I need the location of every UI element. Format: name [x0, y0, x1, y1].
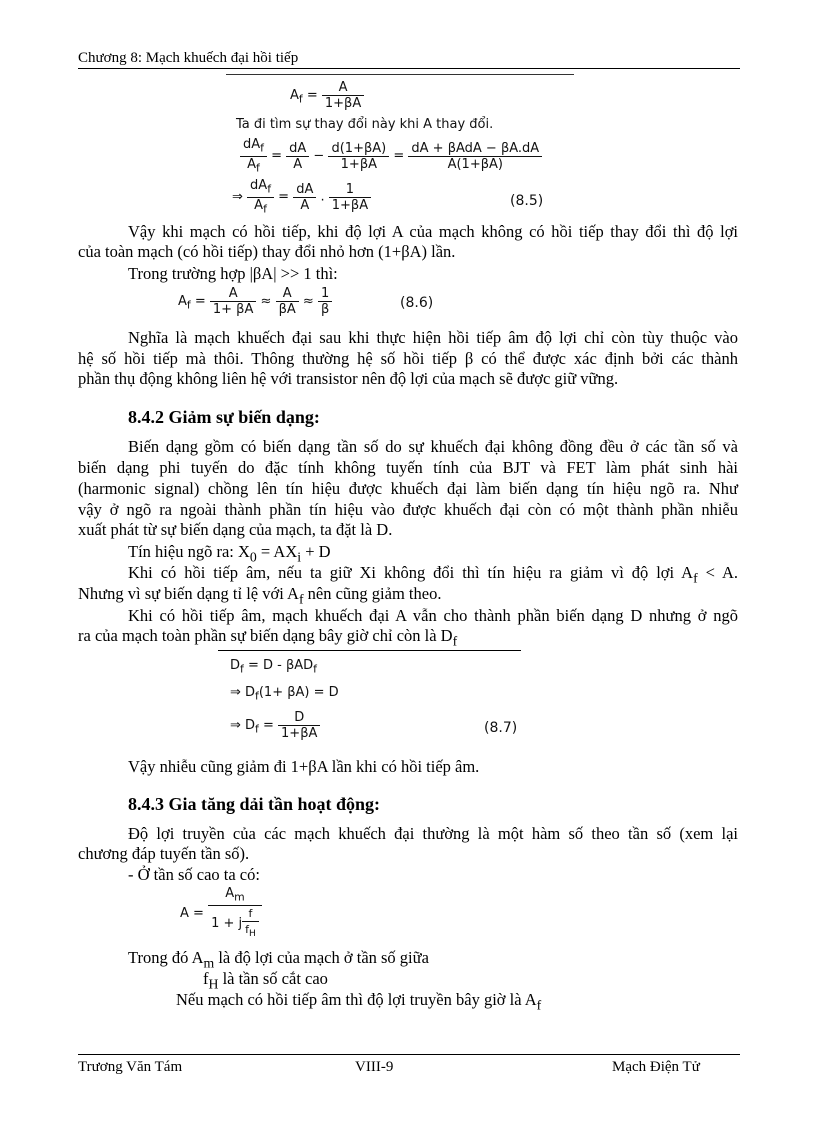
paragraph: Vậy nhiễu cũng giảm đi 1+βA lần khi có hồi tiếp âm. — [128, 757, 480, 776]
paragraph: $f_H$ là tần số cắt cao — [203, 969, 328, 992]
paragraph: - Ở tần số cao ta có: — [128, 865, 260, 884]
paragraph: Vậy khi mạch có hồi tiếp, khi độ lợi A của mạch không có hồi tiếp thay đổi thì độ lợi — [128, 222, 738, 241]
equation-line: ⇒ $D_f(1+ \beta A) = D$ — [230, 685, 339, 703]
paragraph: Trong trường hợp |βA| >> 1 thì: — [128, 264, 338, 283]
equation-8-6: $A_f$ = $\frac{A}{1+ \beta A}$ ≈ $\frac{A}{\beta A}$ ≈ $\frac{1}{\beta}$ — [178, 286, 332, 317]
paragraph: chương đáp tuyến tần số). — [78, 844, 250, 863]
paragraph: Khi có hồi tiếp âm, nếu ta giữ Xi không đổi thì tín hiệu ra giảm vì độ lợi $A_f < A$. — [128, 563, 738, 586]
equation-rule — [226, 74, 574, 75]
equation-rule — [218, 650, 521, 651]
paragraph: xuất phát từ sự biến dạng của mạch, ta đặt là D. — [78, 520, 393, 539]
footer-book-title: Mạch Điện Tử — [612, 1059, 700, 1075]
paragraph: Độ lợi truyền của các mạch khuếch đại thường là một hàm số theo tần số (xem lại — [128, 824, 738, 843]
equation-line: ⇒ $D_f$ = $\frac{D}{1+\beta A}$ — [230, 710, 320, 741]
page-header: Chương 8: Mạch khuếch đại hồi tiếp — [78, 50, 299, 66]
equation-intro: Ta đi tìm sự thay đổi này khi A thay đổi. — [236, 117, 494, 132]
paragraph: phần thụ động không liên hệ với transistor nên độ lợi của mạch sẽ được giữ vững. — [78, 369, 619, 388]
paragraph: Nếu mạch có hồi tiếp âm thì độ lợi truyền bây giờ là $A_f$ — [176, 990, 542, 1013]
footer-rule — [78, 1054, 740, 1055]
paragraph: hệ số hồi tiếp mà thôi. Thông thường hệ số hồi tiếp β có thể được xác định bởi các thành — [78, 349, 738, 368]
paragraph: Nhưng vì sự biến dạng tỉ lệ với $A_f$ nên cũng giảm theo. — [78, 584, 442, 607]
section-heading: 8.4.2 Giảm sự biến dạng: — [128, 407, 320, 427]
equation-label-8-5: (8.5) — [510, 193, 544, 209]
equation-label-8-6: (8.6) — [400, 295, 434, 311]
equation-derivative: $\frac{dA_f}{A_f}$ = $\frac{dA}{A}$ − $\frac{d(1+\beta A)}{1+\beta A}$ = $\frac{\text{dA + βAdA − βA.dA}}{A(1+\beta A)}$ — [240, 137, 542, 175]
section-heading: 8.4.3 Gia tăng dải tần hoạt động: — [128, 794, 381, 814]
equation-label-8-7: (8.7) — [484, 720, 518, 736]
equation-af: $A_f$ = $\frac{A}{1+\beta A}$ — [290, 80, 364, 111]
paragraph: ra của mạch toàn phần sự biến dạng bây giờ chỉ còn là $D_f$ — [78, 626, 458, 649]
equation-line: $D_f = D - \beta AD_f$ — [230, 658, 317, 676]
paragraph: của toàn mạch (có hồi tiếp) thay đổi nhỏ hơn (1+βA) lần. — [78, 242, 456, 261]
paragraph: biến dạng phi tuyến do đặc tính không tuyến tính của BJT và FET làm phát sinh hài — [78, 458, 738, 477]
paragraph: (harmonic signal) chồng lên tín hiệu được khuếch đại làm biến dạng tín hiệu ngõ ra. Như — [78, 479, 738, 498]
paragraph: vậy ở ngõ ra ngoài thành phần tín hiệu vào được khuếch đại còn có một thành phần nhiễu — [78, 500, 738, 519]
paragraph: Biến dạng gồm có biến dạng tần số do sự khuếch đại không đồng đều ở các tần số và — [128, 437, 738, 456]
paragraph: Nghĩa là mạch khuếch đại sau khi thực hiện hồi tiếp âm độ lợi chỉ còn tùy thuộc vào — [128, 328, 738, 347]
footer-author: Trương Văn Tám — [78, 1059, 183, 1075]
equation-8-5: ⇒ $\frac{dA_f}{A_f}$ = $\frac{dA}{A}$ . $\frac{1}{1+\beta A}$ — [232, 178, 371, 216]
equation-high-freq: A = $A_m$ 1 + j $\frac{f}{f_H}$ — [180, 886, 262, 941]
paragraph: Khi có hồi tiếp âm, mạch khuếch đại A vẫn cho thành phần biến dạng D nhưng ở ngõ — [128, 606, 738, 625]
footer-page-number: VIII-9 — [355, 1059, 394, 1075]
paragraph: Trong đó $A_m$ là độ lợi của mạch ở tần số giữa — [128, 948, 429, 971]
paragraph: Tín hiệu ngõ ra: $X_0 = AX_i + D$ — [128, 542, 331, 565]
header-rule — [78, 68, 740, 69]
